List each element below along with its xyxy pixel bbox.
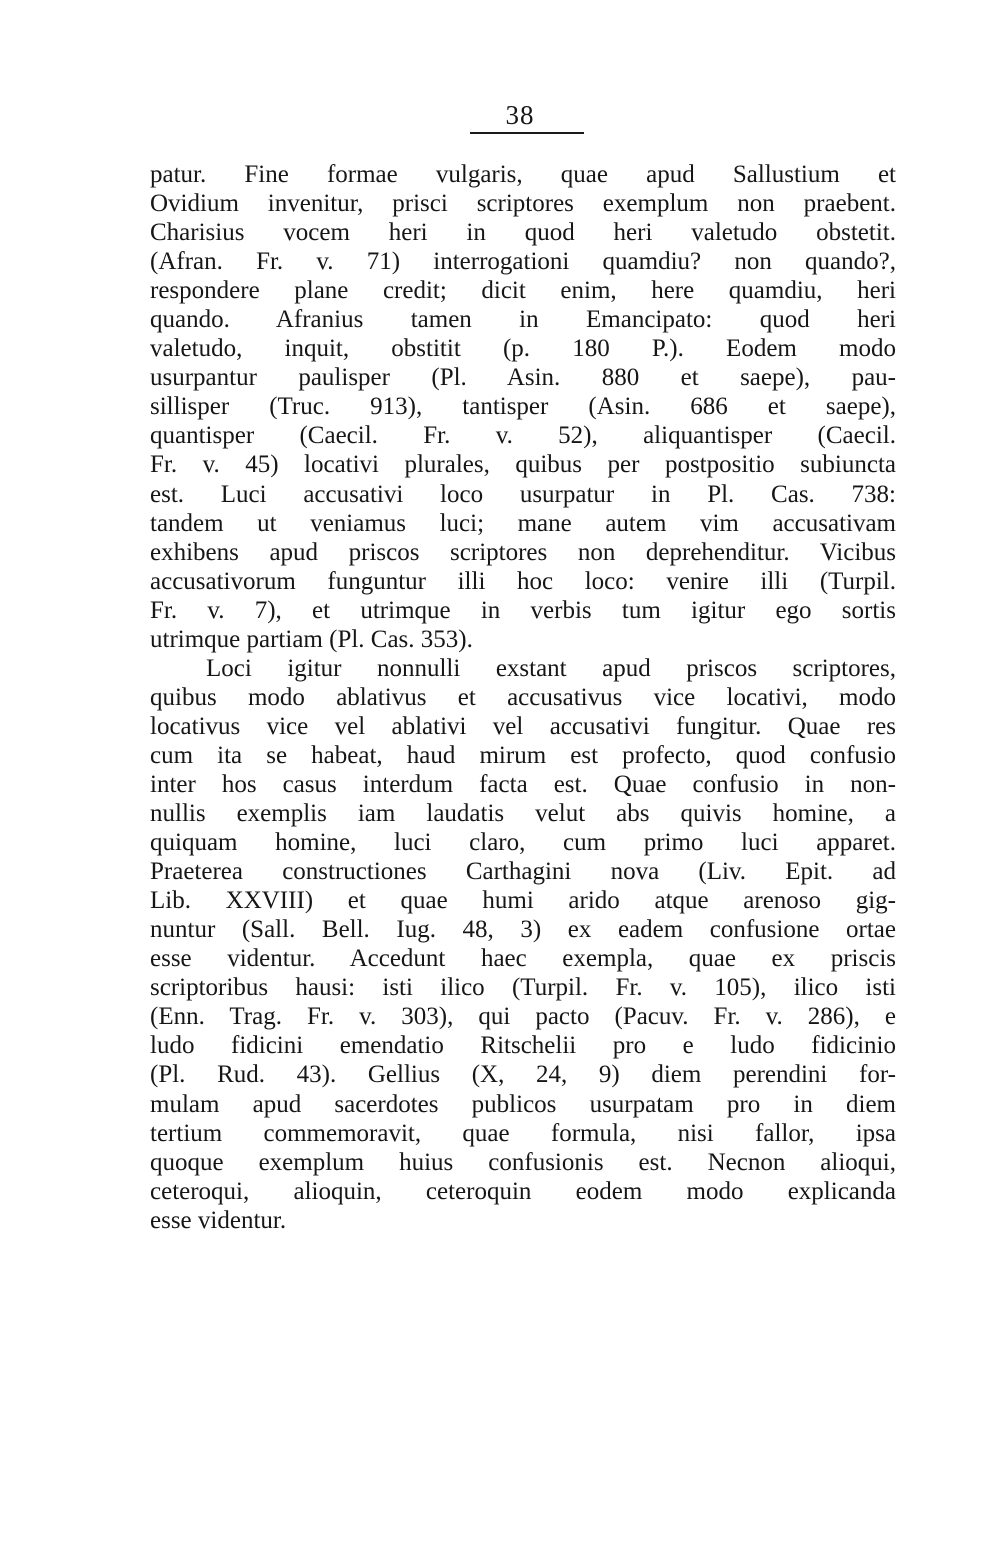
text-line: accusativorum funguntur illi hoc loco: venire illi (Turpil. — [150, 567, 896, 595]
text-line: Loci igitur nonnulli exstant apud priscos scriptores, — [206, 654, 896, 682]
text-line: quiquam homine, luci claro, cum primo luci apparet. — [150, 829, 896, 857]
text-line: mulam apud sacerdotes publicos usurpatam pro in diem — [150, 1090, 896, 1118]
text-line: esse videntur. Accedunt haec exempla, quae ex priscis — [150, 945, 896, 973]
text-line: nullis exemplis iam laudatis velut abs quivis homine, a — [150, 800, 896, 828]
text-line: locativus vice vel ablativi vel accusativi fungitur. Quae res — [150, 712, 896, 740]
text-line: exhibens apud priscos scriptores non deprehenditur. Vicibus — [150, 538, 896, 566]
text-line: esse videntur. — [150, 1206, 287, 1234]
text-line: tandem ut veniamus luci; mane autem vim accusativam — [150, 509, 896, 537]
text-line: patur. Fine formae vulgaris, quae apud Sallustium et — [150, 161, 896, 188]
page-number: 38 — [505, 100, 535, 130]
text-line: valetudo, inquit, obstitit (p. 180 P.). Eodem modo — [150, 335, 896, 363]
text-line: Praeterea constructiones Carthagini nova (Liv. Epit. ad — [150, 858, 896, 886]
paragraph-2 — [150, 654, 896, 1235]
text-line: usurpantur paulisper (Pl. Asin. 880 et saepe), pau- — [150, 364, 896, 392]
text-line: cum ita se habeat, haud mirum est profecto, quod confusio — [150, 741, 896, 769]
text-line: scriptoribus hausi: isti ilico (Turpil. Fr. v. 105), ilico isti — [150, 974, 896, 1002]
text-line: quibus modo ablativus et accusativus vice locativi, modo — [150, 683, 896, 711]
header-rule — [470, 132, 584, 134]
text-line: (Afran. Fr. v. 71) interrogationi quamdiu? non quando?, — [150, 248, 896, 276]
text-line: Lib. XXVIII) et quae humi arido atque arenoso gig- — [150, 887, 896, 915]
text-line: ceteroqui, alioquin, ceteroquin eodem modo explicanda — [150, 1177, 896, 1205]
text-line: est. Luci accusativi loco usurpatur in Pl. Cas. 738: — [150, 480, 896, 508]
text-line: Fr. v. 7), et utrimque in verbis tum igitur ego sortis — [150, 596, 896, 624]
text-line: (Pl. Rud. 43). Gellius (X, 24, 9) diem perendini for- — [150, 1061, 896, 1089]
text-line: Fr. v. 45) locativi plurales, quibus per postpositio subiuncta — [150, 451, 896, 479]
text-line: (Enn. Trag. Fr. v. 303), qui pacto (Pacuv. Fr. v. 286), e — [150, 1003, 896, 1031]
text-line: Ovidium invenitur, prisci scriptores exemplum non praebent. — [150, 190, 896, 218]
text-line: ludo fidicini emendatio Ritschelii pro e ludo fidicinio — [150, 1032, 896, 1060]
text-line: quoque exemplum huius confusionis est. Necnon alioqui, — [150, 1148, 896, 1176]
paragraph-1 — [150, 160, 896, 654]
text-line: nuntur (Sall. Bell. Iug. 48, 3) ex eadem confusione ortae — [150, 916, 896, 944]
text-line: respondere plane credit; dicit enim, here quamdiu, heri — [150, 277, 896, 305]
text-line: tertium commemoravit, quae formula, nisi fallor, ipsa — [150, 1119, 896, 1147]
body-text — [150, 160, 896, 1235]
text-line: quando. Afranius tamen in Emancipato: quod heri — [150, 306, 896, 334]
text-line: sillisper (Truc. 913), tantisper (Asin. 686 et saepe), — [150, 393, 896, 421]
text-line: quantisper (Caecil. Fr. v. 52), aliquantisper (Caecil. — [150, 422, 896, 450]
text-line: inter hos casus interdum facta est. Quae confusio in non- — [150, 770, 896, 798]
text-line: Charisius vocem heri in quod heri valetudo obstetit. — [150, 219, 896, 247]
text-line: utrimque partiam (Pl. Cas. 353). — [150, 625, 473, 653]
